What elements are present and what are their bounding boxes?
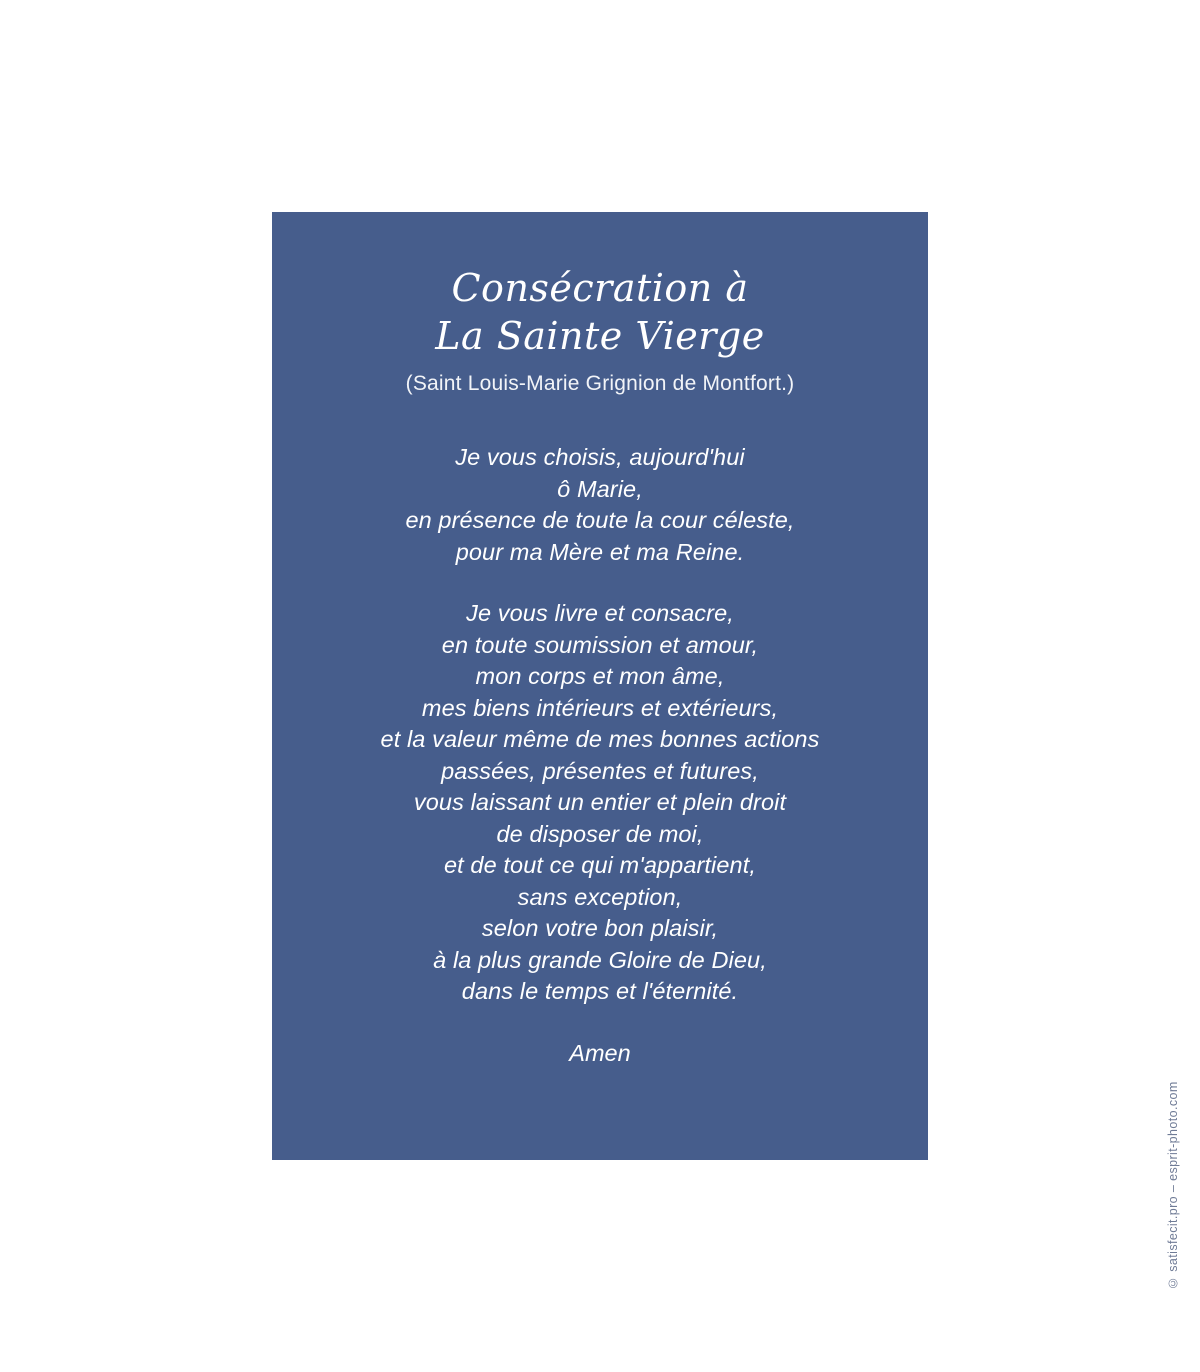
prayer-closing: Amen xyxy=(569,1039,631,1066)
prayer-attribution: (Saint Louis-Marie Grignion de Montfort.) xyxy=(405,372,795,395)
stanza-2-line-12: à la plus grande Gloire de Dieu, xyxy=(433,946,767,973)
stanza-2-line-6: passées, présentes et futures, xyxy=(441,757,759,784)
stanza-2-line-7: vous laissant un entier et plein droit xyxy=(413,789,787,815)
copyright-credit: © satisfecit.pro – esprit-photo.com xyxy=(1166,1081,1180,1290)
stanza-2-line-9: et de tout ce qui m'appartient, xyxy=(444,852,756,878)
stanza-2-line-1: Je vous livre et consacre, xyxy=(466,600,734,626)
prayer-title xyxy=(272,264,928,360)
stanza-1-line-1: Je vous choisis, aujourd'hui xyxy=(455,444,745,470)
stanza-2-line-4: mes biens intérieurs et extérieurs, xyxy=(421,694,779,721)
prayer-stanza-1 xyxy=(272,442,928,568)
stanza-2-line-5: et la valeur même de mes bonnes actions xyxy=(380,726,820,752)
stanza-2-line-11: selon votre bon plaisir, xyxy=(481,915,719,941)
stanza-2-line-2: en toute soumission et amour, xyxy=(441,631,759,658)
stanza-2-line-8: de disposer de moi, xyxy=(496,820,704,847)
prayer-card xyxy=(272,212,1180,1290)
stanza-2-line-3: mon corps et mon âme, xyxy=(475,663,725,689)
stanza-2-line-13: dans le temps et l'éternité. xyxy=(461,978,739,1004)
stanza-1-line-3: en présence de toute la cour céleste, xyxy=(405,507,795,533)
prayer-stanza-2 xyxy=(272,598,928,1008)
stanza-1-line-4: pour ma Mère et ma Reine. xyxy=(455,538,745,565)
stanza-2-line-10: sans exception, xyxy=(517,883,683,910)
stanza-1-line-2: ô Marie, xyxy=(557,475,643,502)
title-line-2: La Sainte Vierge xyxy=(435,314,765,358)
title-line-1: Consécration à xyxy=(451,266,749,310)
